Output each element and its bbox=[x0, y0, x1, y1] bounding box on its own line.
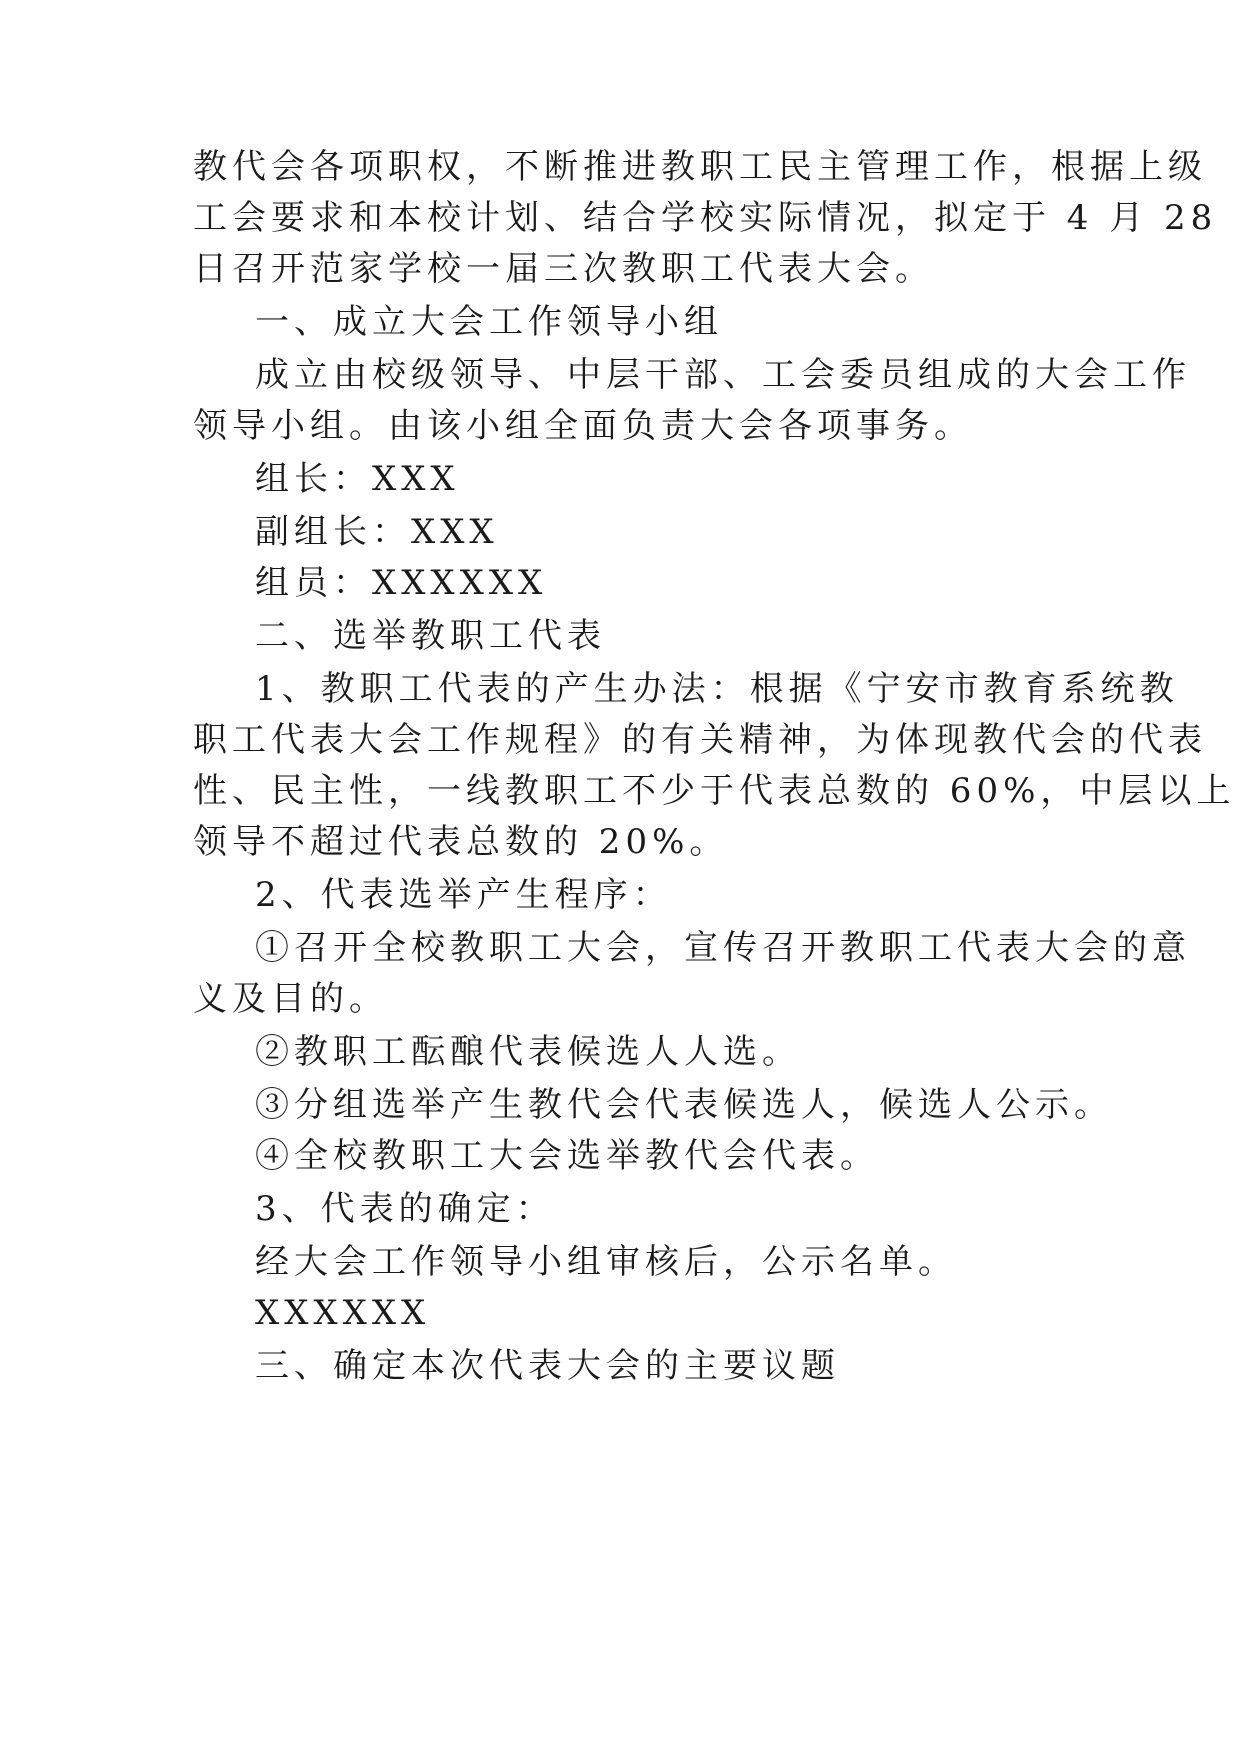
list-item: ④全校教职工大会选举教代会代表。 bbox=[255, 1136, 879, 1176]
list-item: ③分组选举产生教代会代表候选人，候选人公示。 bbox=[255, 1085, 1113, 1125]
body-text-line: 性、民主性，一线教职工不少于代表总数的 60%，中层以上 bbox=[193, 771, 1236, 811]
section-heading: 二、选举教职工代表 bbox=[255, 616, 606, 656]
deputy-team-leader: 副组长：XXX bbox=[255, 512, 499, 552]
body-text-line: 领导不超过代表总数的 20%。 bbox=[193, 822, 729, 862]
body-text-line: 教代会各项职权，不断推进教职工民主管理工作，根据上级 bbox=[193, 147, 1207, 187]
body-text-line: 义及目的。 bbox=[193, 979, 388, 1019]
subsection-heading: 2、代表选举产生程序： bbox=[255, 875, 672, 915]
body-text-line: 工会要求和本校计划、结合学校实际情况，拟定于 4 月 28 bbox=[193, 198, 1218, 238]
section-heading: 一、成立大会工作领导小组 bbox=[255, 302, 723, 342]
subsection-heading: 3、代表的确定： bbox=[255, 1189, 555, 1229]
paragraph-start: 经大会工作领导小组审核后，公示名单。 bbox=[255, 1242, 957, 1282]
body-text-line: 职工代表大会工作规程》的有关精神，为体现教代会的代表 bbox=[193, 720, 1207, 760]
body-text-line: 日召开范家学校一届三次教职工代表大会。 bbox=[193, 249, 934, 289]
list-item: ①召开全校教职工大会，宣传召开教职工代表大会的意 bbox=[255, 928, 1191, 968]
paragraph-start: 成立由校级领导、中层干部、工会委员组成的大会工作 bbox=[255, 355, 1191, 395]
body-text-line: 领导小组。由该小组全面负责大会各项事务。 bbox=[193, 406, 973, 446]
team-leader: 组长：XXX bbox=[255, 459, 460, 499]
section-heading: 三、确定本次代表大会的主要议题 bbox=[255, 1346, 840, 1386]
list-item: ②教职工酝酿代表候选人人选。 bbox=[255, 1032, 801, 1072]
name-list: XXXXXX bbox=[255, 1293, 431, 1333]
paragraph-start: 1、教职工代表的产生办法：根据《宁安市教育系统教 bbox=[255, 669, 1179, 709]
team-members: 组员：XXXXXX bbox=[255, 563, 548, 603]
